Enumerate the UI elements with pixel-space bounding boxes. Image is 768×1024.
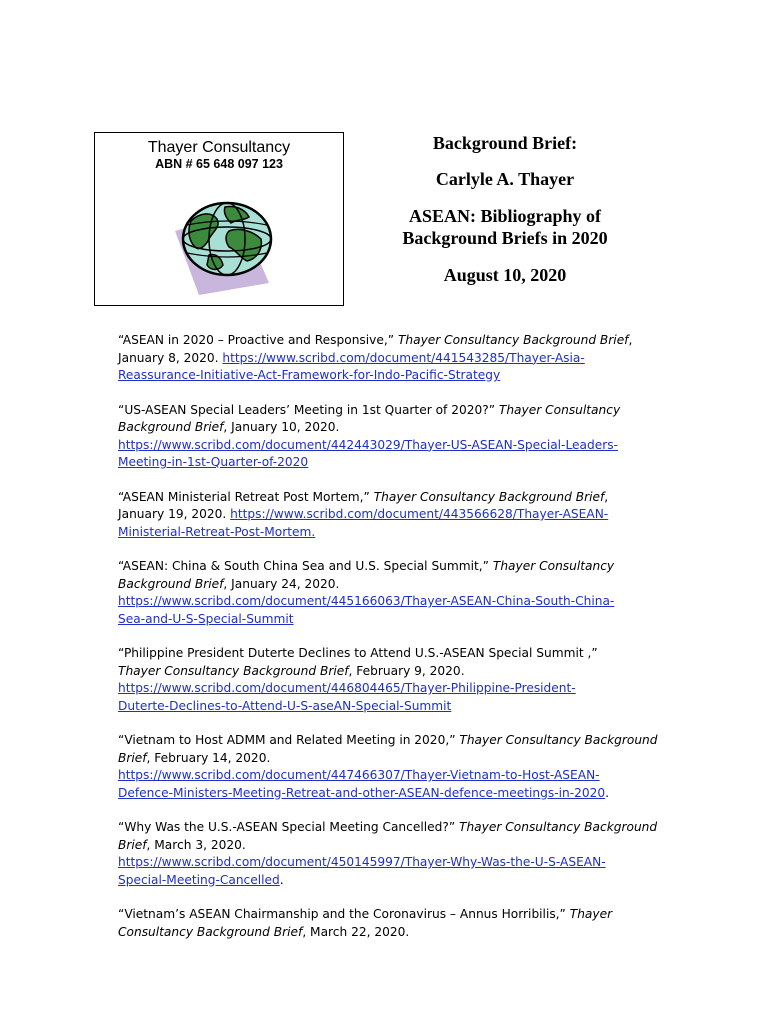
entry-source: Thayer Consultancy Background Brief xyxy=(397,333,629,347)
entry-title: “Philippine President Duterte Declines to Attend U.S.-ASEAN Special Summit ,” xyxy=(118,646,598,660)
entry-link[interactable]: https://www.scribd.com/document/446804465/Thayer-Philippine-President- Duterte-Declines-to-Attend-U-S-aseAN-Special-Summit xyxy=(118,681,576,713)
bibliography-entry xyxy=(118,906,658,941)
bibliography-entry: “Vietnam to Host ADMM and Related Meeting in 2020,” Thayer Consultancy Background Brief, February 14, 2020. https://www.scribd.com/document/447466307/Thayer-Vietnam-to-Host-ASEAN- Defence-Ministers-Meeting-Retreat-and-other-ASEAN-defence-meetings-in-2020. xyxy=(118,733,658,800)
entry-link[interactable]: https://www.scribd.com/document/443566628/Thayer-ASEAN- Ministerial-Retreat-Post-Mortem. xyxy=(118,507,609,539)
bibliography-entry xyxy=(118,489,658,542)
entry-date: , February 9, 2020. xyxy=(348,663,465,678)
entry-source: Thayer Consultancy Background Brief xyxy=(118,559,615,591)
entry-source: Thayer Consultancy Background Brief xyxy=(373,489,605,504)
entry-source: Thayer Consultancy Background Brief xyxy=(118,907,613,939)
entry-title: “Vietnam’s ASEAN Chairmanship and the Coronavirus – Annus Horribilis,” xyxy=(118,907,566,921)
entry-link[interactable]: https://www.scribd.com/document/450145997/Thayer-Why-Was-the-U-S-ASEAN- Special-Meeting-Cancelled xyxy=(118,855,606,887)
bibliography-entry xyxy=(118,332,658,385)
logo-company-name: Thayer Consultancy xyxy=(147,139,291,156)
entry-title: “ASEAN Ministerial Retreat Post Mortem,” xyxy=(118,489,370,504)
entry-link[interactable]: https://www.scribd.com/document/441543285/Thayer-Asia- Reassurance-Initiative-Act-Framework-for-Indo-Pacific-Strategy xyxy=(118,350,585,382)
entry-link[interactable]: https://www.scribd.com/document/442443029/Thayer-US-ASEAN-Special-Leaders- Meeting-in-1st-Quarter-of-2020 xyxy=(118,437,618,469)
logo-box xyxy=(94,132,344,306)
entry-source: Thayer Consultancy Background Brief xyxy=(118,402,621,434)
entry-date: , March 22, 2020. xyxy=(302,924,410,939)
entry-date: , January 24, 2020. xyxy=(223,576,340,591)
author-name: Carlyle A. Thayer xyxy=(435,169,575,189)
document-date: August 10, 2020 xyxy=(443,265,567,285)
bibliography-entry xyxy=(118,645,658,715)
entry-title: “Vietnam to Host ADMM and Related Meeting in 2020,” xyxy=(118,733,456,747)
entry-title: “ASEAN: China & South China Sea and U.S. Special Summit,” xyxy=(118,559,489,573)
entry-title: “US-ASEAN Special Leaders’ Meeting in 1st Quarter of 2020?” xyxy=(118,402,496,417)
entry-date: , January 8, 2020. xyxy=(118,333,633,365)
entry-title: “ASEAN in 2020 – Proactive and Responsive,” xyxy=(118,333,395,347)
entry-source: Thayer Consultancy Background Brief xyxy=(118,663,349,678)
entry-source: Thayer Consultancy Background Brief xyxy=(118,820,658,852)
bibliography-entry xyxy=(118,558,658,628)
entry-date: , March 3, 2020. xyxy=(146,837,246,852)
bibliography-entry xyxy=(118,402,658,472)
globe-icon xyxy=(169,191,285,297)
entry-date: , February 14, 2020. xyxy=(146,750,271,765)
bibliography-entry: “Why Was the U.S.-ASEAN Special Meeting Cancelled?” Thayer Consultancy Background Brief, March 3, 2020. https://www.scribd.com/document/450145997/Thayer-Why-Was-the-U-S-ASEAN- Special-Meeting-Cancelled. xyxy=(118,820,658,887)
title-line-2: Background Briefs in 2020 xyxy=(402,228,608,248)
entry-source: Thayer Consultancy Background Brief xyxy=(118,733,658,765)
entry-link[interactable]: https://www.scribd.com/document/447466307/Thayer-Vietnam-to-Host-ASEAN- Defence-Ministers-Meeting-Retreat-and-other-ASEAN-defence-meetings-in-2020 xyxy=(118,768,606,800)
bibliography-list xyxy=(118,332,658,958)
title-line-1: ASEAN: Bibliography of xyxy=(408,206,602,226)
entry-title: “Why Was the U.S.-ASEAN Special Meeting Cancelled?” xyxy=(118,820,456,834)
brief-type: Background Brief: xyxy=(432,133,578,153)
logo-abn: ABN # 65 648 097 123 xyxy=(155,157,283,171)
entry-date: , January 10, 2020. xyxy=(223,420,340,434)
entry-date: , January 19, 2020. xyxy=(118,489,609,521)
entry-link[interactable]: https://www.scribd.com/document/445166063/Thayer-ASEAN-China-South-China- Sea-and-U-S-Special-Summit xyxy=(118,594,615,626)
